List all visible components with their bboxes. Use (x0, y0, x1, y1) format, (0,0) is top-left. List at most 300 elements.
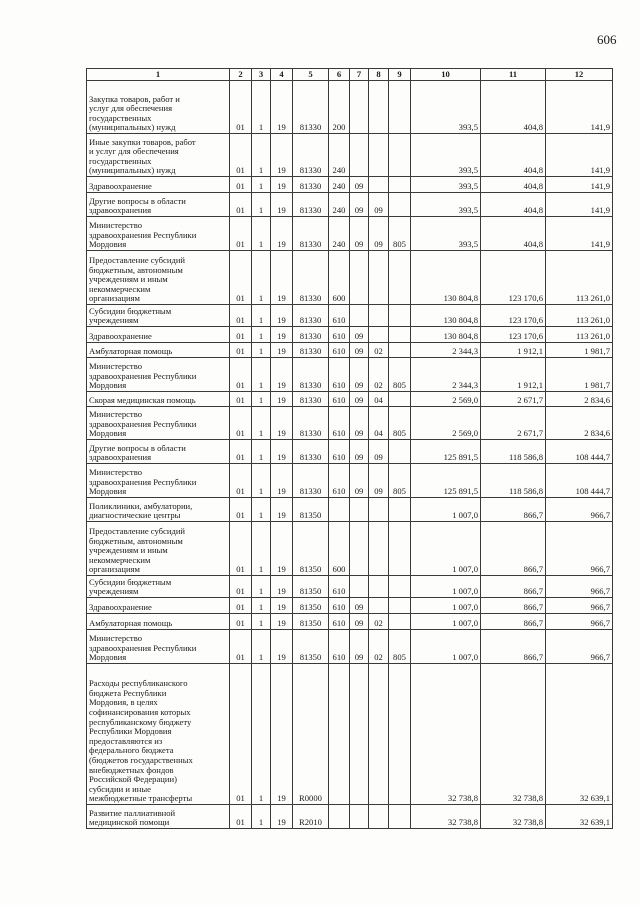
table-row (87, 407, 613, 440)
table-cell (369, 576, 389, 598)
table-cell: 1 007,0 (411, 498, 481, 522)
table-cell: 393,5 (411, 177, 481, 193)
table-cell: 09 (350, 392, 369, 407)
table-cell: 1 (252, 805, 271, 829)
table-cell: 805 (389, 358, 411, 392)
table-cell (389, 193, 411, 217)
table-row (87, 522, 613, 576)
table-cell: 09 (350, 343, 369, 358)
table-cell: 866,7 (481, 614, 546, 630)
table-cell: 805 (389, 217, 411, 251)
table-cell: 600 (329, 522, 350, 576)
table-cell: 1 (252, 614, 271, 630)
table-cell: 09 (369, 217, 389, 251)
table-cell: 02 (369, 614, 389, 630)
table-cell (329, 498, 350, 522)
table-cell: 610 (329, 358, 350, 392)
table-cell (350, 81, 369, 134)
table-cell: 32 639,1 (546, 805, 613, 829)
page-number: 606 (597, 32, 617, 47)
row-label: Иные закупки товаров, работ и услуг для обеспечения государственных (муниципальных) нужд (87, 134, 230, 177)
table-cell: 1 (252, 305, 271, 327)
column-header: 3 (252, 69, 271, 81)
table-row (87, 598, 613, 614)
table-cell (389, 343, 411, 358)
table-cell (350, 305, 369, 327)
table-cell (389, 392, 411, 407)
table-cell: 09 (350, 193, 369, 217)
row-label: Амбулаторная помощь (87, 614, 230, 630)
table-row (87, 305, 613, 327)
table-cell: 01 (230, 343, 252, 358)
table-row (87, 614, 613, 630)
table-cell: 09 (350, 177, 369, 193)
table-cell: 09 (350, 598, 369, 614)
table-cell: 118 586,8 (481, 464, 546, 498)
table-cell: 966,7 (546, 598, 613, 614)
table-cell: 01 (230, 217, 252, 251)
table-cell (350, 805, 369, 829)
table-cell: 01 (230, 576, 252, 598)
table-cell: 32 738,8 (481, 805, 546, 829)
table-row (87, 343, 613, 358)
table-cell: 81330 (293, 177, 329, 193)
table-cell: 19 (271, 498, 293, 522)
table-cell: 09 (350, 614, 369, 630)
table-cell: 240 (329, 193, 350, 217)
column-header: 7 (350, 69, 369, 81)
table-cell: 610 (329, 440, 350, 464)
table-cell: 610 (329, 630, 350, 664)
table-cell (369, 134, 389, 177)
table-cell: 19 (271, 343, 293, 358)
row-label: Здравоохранение (87, 598, 230, 614)
table-cell: 108 444,7 (546, 440, 613, 464)
table-cell: 1 007,0 (411, 598, 481, 614)
table-cell: 01 (230, 358, 252, 392)
row-label: Амбулаторная помощь (87, 343, 230, 358)
table-cell: 81350 (293, 598, 329, 614)
column-header: 5 (293, 69, 329, 81)
table-cell: 81350 (293, 614, 329, 630)
table-cell (369, 305, 389, 327)
table-cell: 1 (252, 327, 271, 343)
table-cell: 32 639,1 (546, 664, 613, 805)
row-label: Здравоохранение (87, 327, 230, 343)
table-cell: 81350 (293, 576, 329, 598)
table-cell (369, 598, 389, 614)
table-cell: 866,7 (481, 498, 546, 522)
column-header: 4 (271, 69, 293, 81)
table-cell (350, 134, 369, 177)
table-cell: 01 (230, 630, 252, 664)
table-cell: 610 (329, 598, 350, 614)
table-cell (350, 576, 369, 598)
table-cell: 404,8 (481, 177, 546, 193)
budget-table (86, 68, 613, 829)
table-cell: 01 (230, 614, 252, 630)
row-label: Другие вопросы в области здравоохранения (87, 440, 230, 464)
table-cell: 02 (369, 358, 389, 392)
table-cell: 1 007,0 (411, 522, 481, 576)
table-cell: 19 (271, 392, 293, 407)
table-cell: 393,5 (411, 193, 481, 217)
table-cell: 01 (230, 177, 252, 193)
table-cell: 01 (230, 440, 252, 464)
table-cell: 240 (329, 177, 350, 193)
table-cell: 1 (252, 630, 271, 664)
table-cell (329, 805, 350, 829)
table-cell: 866,7 (481, 630, 546, 664)
table-cell (350, 498, 369, 522)
table-cell: 600 (329, 251, 350, 305)
table-cell: 19 (271, 614, 293, 630)
table-cell: R2010 (293, 805, 329, 829)
table-cell (389, 664, 411, 805)
table-cell: 200 (329, 81, 350, 134)
table-cell: 610 (329, 327, 350, 343)
table-cell: 01 (230, 392, 252, 407)
table-cell: 19 (271, 251, 293, 305)
table-cell: 610 (329, 614, 350, 630)
table-cell (350, 251, 369, 305)
table-row (87, 392, 613, 407)
table-cell: 141,9 (546, 177, 613, 193)
table-cell: 19 (271, 134, 293, 177)
table-cell: 966,7 (546, 576, 613, 598)
table-cell: 01 (230, 464, 252, 498)
table-cell: 19 (271, 522, 293, 576)
table-cell: 81350 (293, 630, 329, 664)
table-cell: 966,7 (546, 614, 613, 630)
table-cell (350, 664, 369, 805)
table-body (87, 81, 613, 829)
table-cell: 81330 (293, 343, 329, 358)
row-label: Субсидии бюджетным учреждениям (87, 576, 230, 598)
table-cell (389, 598, 411, 614)
table-row (87, 81, 613, 134)
table-cell: 19 (271, 217, 293, 251)
table-cell (350, 522, 369, 576)
table-cell: 393,5 (411, 81, 481, 134)
table-cell: 81330 (293, 464, 329, 498)
table-cell: 19 (271, 177, 293, 193)
table-cell: 141,9 (546, 134, 613, 177)
table-cell (329, 664, 350, 805)
table-cell: 32 738,8 (481, 664, 546, 805)
table-row (87, 251, 613, 305)
table-cell: 123 170,6 (481, 305, 546, 327)
table-cell: 1 007,0 (411, 630, 481, 664)
row-label: Министерство здравоохранения Республики Мордовия (87, 358, 230, 392)
table-cell: 19 (271, 305, 293, 327)
table-cell: 805 (389, 407, 411, 440)
table-row (87, 177, 613, 193)
table-cell: 1 (252, 81, 271, 134)
table-cell: 1 007,0 (411, 576, 481, 598)
table-cell: 1 981,7 (546, 343, 613, 358)
table-cell: 09 (369, 193, 389, 217)
column-header: 9 (389, 69, 411, 81)
table-cell (369, 664, 389, 805)
row-label: Развитие паллиативной медицинской помощи (87, 805, 230, 829)
table-cell: 1 (252, 598, 271, 614)
table-row (87, 630, 613, 664)
table-cell: 866,7 (481, 522, 546, 576)
table-cell: 81330 (293, 134, 329, 177)
table-cell: 130 804,8 (411, 251, 481, 305)
table-cell: 01 (230, 327, 252, 343)
table-cell: 09 (350, 407, 369, 440)
table-cell: 81330 (293, 392, 329, 407)
table-cell: 1 (252, 522, 271, 576)
table-cell: 19 (271, 464, 293, 498)
table-cell: 2 344,3 (411, 358, 481, 392)
row-label: Предоставление субсидий бюджетным, автономным учреждениям и иным некоммерческим организациям (87, 251, 230, 305)
table-cell: 805 (389, 464, 411, 498)
column-header: 6 (329, 69, 350, 81)
table-cell: 02 (369, 630, 389, 664)
row-label: Другие вопросы в области здравоохранения (87, 193, 230, 217)
table-cell: 240 (329, 217, 350, 251)
table-cell: 19 (271, 805, 293, 829)
table-cell: 404,8 (481, 134, 546, 177)
table-cell: 19 (271, 407, 293, 440)
table-cell: 09 (350, 358, 369, 392)
table-cell: R0000 (293, 664, 329, 805)
table-cell: 123 170,6 (481, 251, 546, 305)
table-cell (369, 327, 389, 343)
table-cell: 01 (230, 407, 252, 440)
table-cell: 09 (350, 217, 369, 251)
row-label: Поликлиники, амбулатории, диагностические центры (87, 498, 230, 522)
table-cell (369, 81, 389, 134)
table-cell: 123 170,6 (481, 327, 546, 343)
row-label: Предоставление субсидий бюджетным, автономным учреждениям и иным некоммерческим организациям (87, 522, 230, 576)
table-cell: 09 (350, 464, 369, 498)
table-cell: 393,5 (411, 217, 481, 251)
table-cell (389, 81, 411, 134)
table-cell: 19 (271, 440, 293, 464)
row-label: Закупка товаров, работ и услуг для обеспечения государственных (муниципальных) нужд (87, 81, 230, 134)
table-cell: 81330 (293, 81, 329, 134)
table-cell: 404,8 (481, 217, 546, 251)
table-cell (389, 177, 411, 193)
table-cell: 1 912,1 (481, 358, 546, 392)
table-cell: 01 (230, 305, 252, 327)
row-label: Субсидии бюджетным учреждениям (87, 305, 230, 327)
table-cell: 1 (252, 358, 271, 392)
table-cell: 81330 (293, 251, 329, 305)
table-cell: 125 891,5 (411, 464, 481, 498)
table-cell: 09 (350, 630, 369, 664)
table-cell: 610 (329, 305, 350, 327)
table-cell: 113 261,0 (546, 251, 613, 305)
table-cell: 32 738,8 (411, 664, 481, 805)
table-cell: 966,7 (546, 630, 613, 664)
table-cell: 19 (271, 630, 293, 664)
table-cell: 2 834,6 (546, 392, 613, 407)
table-cell: 805 (389, 630, 411, 664)
table-row (87, 464, 613, 498)
table-row (87, 498, 613, 522)
table-cell (369, 805, 389, 829)
table-cell: 2 671,7 (481, 392, 546, 407)
table-row (87, 805, 613, 829)
table-cell: 118 586,8 (481, 440, 546, 464)
table-cell: 19 (271, 81, 293, 134)
table-cell: 81330 (293, 217, 329, 251)
table-cell (369, 498, 389, 522)
table-row (87, 134, 613, 177)
table-cell (389, 134, 411, 177)
table-cell (389, 440, 411, 464)
table-cell: 09 (369, 440, 389, 464)
table-cell: 01 (230, 193, 252, 217)
table-cell: 610 (329, 576, 350, 598)
table-cell: 610 (329, 464, 350, 498)
table-cell: 1 007,0 (411, 614, 481, 630)
row-label: Здравоохранение (87, 177, 230, 193)
table-cell: 81350 (293, 498, 329, 522)
table-cell: 09 (350, 440, 369, 464)
table-cell: 01 (230, 664, 252, 805)
table-cell: 01 (230, 498, 252, 522)
table-cell: 01 (230, 81, 252, 134)
table-row (87, 664, 613, 805)
table-cell (389, 805, 411, 829)
table-cell: 610 (329, 407, 350, 440)
table-cell: 04 (369, 392, 389, 407)
table-cell: 108 444,7 (546, 464, 613, 498)
table-cell: 130 804,8 (411, 327, 481, 343)
row-label: Министерство здравоохранения Республики Мордовия (87, 464, 230, 498)
table-cell: 1 981,7 (546, 358, 613, 392)
column-header: 8 (369, 69, 389, 81)
table-cell: 1 (252, 392, 271, 407)
table-cell: 1 (252, 217, 271, 251)
table-cell: 81330 (293, 327, 329, 343)
column-header: 12 (546, 69, 613, 81)
table-cell: 81350 (293, 522, 329, 576)
table-cell: 04 (369, 407, 389, 440)
table-row (87, 217, 613, 251)
table-cell: 1 (252, 440, 271, 464)
table-cell: 610 (329, 392, 350, 407)
table-cell: 1 912,1 (481, 343, 546, 358)
table-cell: 02 (369, 343, 389, 358)
table-cell: 1 (252, 177, 271, 193)
table-cell: 141,9 (546, 217, 613, 251)
table-cell: 113 261,0 (546, 305, 613, 327)
column-header: 10 (411, 69, 481, 81)
column-header: 2 (230, 69, 252, 81)
table-cell: 1 (252, 464, 271, 498)
table-cell (389, 576, 411, 598)
table-cell: 1 (252, 343, 271, 358)
table-row (87, 576, 613, 598)
table-row (87, 358, 613, 392)
table-cell: 09 (350, 327, 369, 343)
table-cell: 130 804,8 (411, 305, 481, 327)
table-cell: 19 (271, 598, 293, 614)
row-label: Министерство здравоохранения Республики Мордовия (87, 407, 230, 440)
table-cell: 32 738,8 (411, 805, 481, 829)
table-cell: 610 (329, 343, 350, 358)
table-cell (389, 522, 411, 576)
table-cell (369, 522, 389, 576)
table-cell (369, 251, 389, 305)
table-cell: 2 344,3 (411, 343, 481, 358)
table-cell: 1 (252, 251, 271, 305)
table-cell: 2 569,0 (411, 392, 481, 407)
table-cell: 966,7 (546, 498, 613, 522)
table-cell: 404,8 (481, 193, 546, 217)
table-cell (389, 498, 411, 522)
table-cell: 2 569,0 (411, 407, 481, 440)
row-label: Министерство здравоохранения Республики Мордовия (87, 630, 230, 664)
table-cell: 01 (230, 251, 252, 305)
table-cell (389, 305, 411, 327)
table-cell: 113 261,0 (546, 327, 613, 343)
table-row (87, 193, 613, 217)
table-cell (389, 614, 411, 630)
table-cell: 19 (271, 576, 293, 598)
table-cell: 81330 (293, 305, 329, 327)
table-cell: 2 671,7 (481, 407, 546, 440)
table-cell: 141,9 (546, 81, 613, 134)
header-row (87, 69, 613, 81)
table-cell: 09 (369, 464, 389, 498)
table-row (87, 440, 613, 464)
table-cell: 125 891,5 (411, 440, 481, 464)
table-cell: 01 (230, 805, 252, 829)
table-cell: 81330 (293, 440, 329, 464)
table-cell: 01 (230, 522, 252, 576)
column-header: 1 (87, 69, 230, 81)
table-cell: 01 (230, 598, 252, 614)
row-label: Министерство здравоохранения Республики Мордовия (87, 217, 230, 251)
table-cell: 404,8 (481, 81, 546, 134)
table-cell: 19 (271, 664, 293, 805)
table-cell: 240 (329, 134, 350, 177)
table-cell: 1 (252, 498, 271, 522)
table-cell: 1 (252, 576, 271, 598)
table-cell: 2 834,6 (546, 407, 613, 440)
table-cell: 19 (271, 193, 293, 217)
table-cell: 81330 (293, 358, 329, 392)
table-cell (369, 177, 389, 193)
table-cell: 1 (252, 407, 271, 440)
table-row (87, 327, 613, 343)
table-cell (389, 327, 411, 343)
column-header: 11 (481, 69, 546, 81)
table-cell: 866,7 (481, 598, 546, 614)
table-cell: 1 (252, 134, 271, 177)
table-cell: 1 (252, 193, 271, 217)
table-cell: 1 (252, 664, 271, 805)
row-label: Скорая медицинская помощь (87, 392, 230, 407)
table-cell: 01 (230, 134, 252, 177)
table-cell: 393,5 (411, 134, 481, 177)
table-cell: 19 (271, 327, 293, 343)
table-cell: 141,9 (546, 193, 613, 217)
table-cell: 19 (271, 358, 293, 392)
table-cell (389, 251, 411, 305)
row-label: Расходы республиканского бюджета Республики Мордовия, в целях софинансирования которых республиканскому бюджету Республики Мордовия предоставляются из федерального бюджета (бюджетов государственных внебюджетных фондов Российской Федерации) субсидии и иные межбюджетные трансферты (87, 664, 230, 805)
table-cell: 866,7 (481, 576, 546, 598)
table-cell: 966,7 (546, 522, 613, 576)
